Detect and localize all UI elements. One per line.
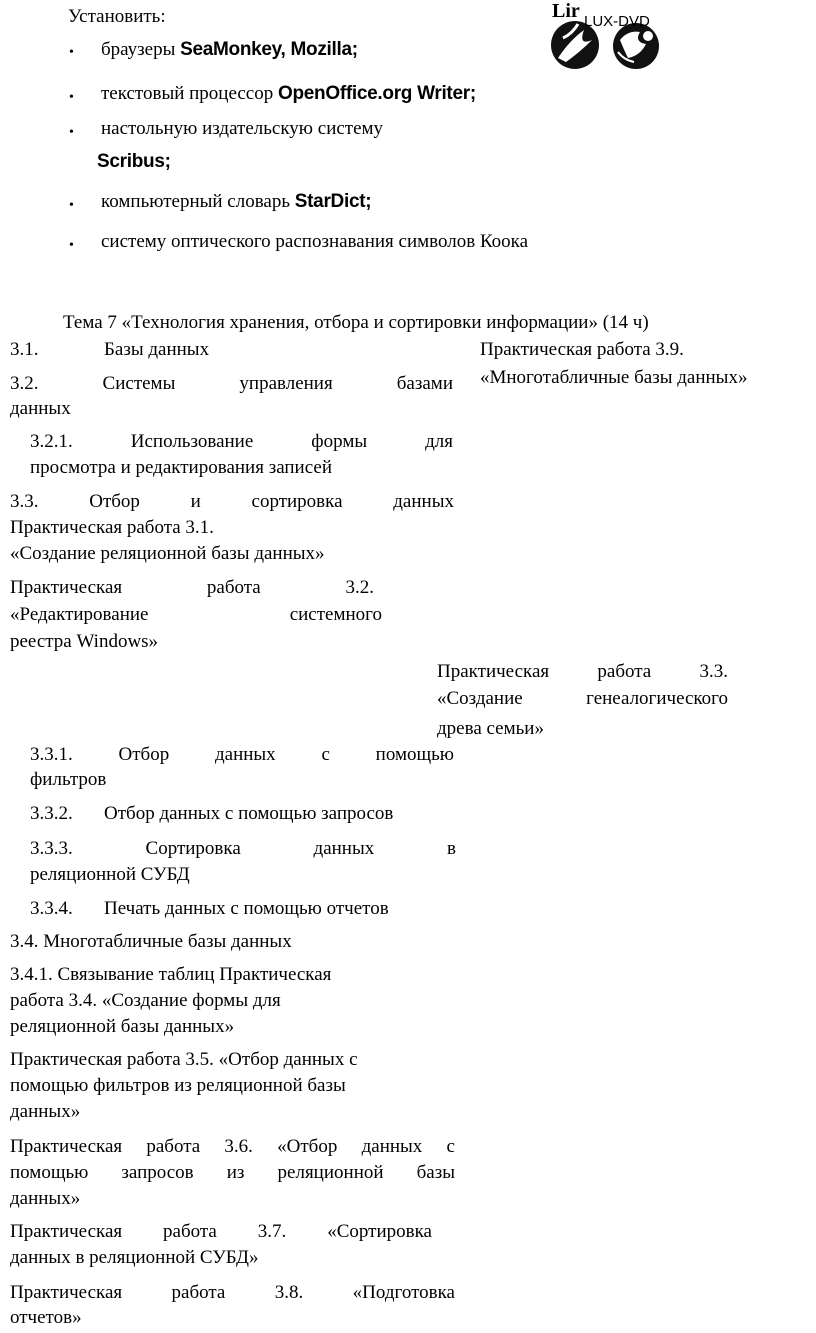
practical-3-2-line3: реестра Windows»: [10, 631, 159, 652]
install-item-writer: текстовый процессор OpenOffice.org Writer;: [101, 83, 476, 104]
bullet-icon: •: [69, 238, 74, 253]
practical-3-8-line2: отчетов»: [10, 1307, 82, 1328]
practical-3-7-line2: данных в реляционной СУБД»: [10, 1247, 259, 1268]
section-3-2-cont: данных: [10, 398, 71, 419]
section-3-4-1-line3: реляционной базы данных»: [10, 1016, 235, 1037]
section-3-3-4-number: 3.3.4.: [30, 898, 73, 919]
topic-heading: Тема 7 «Технология хранения, отбора и сортировки информации» (14 ч): [63, 312, 649, 333]
section-3-2-line: 3.2. Системы управления базами: [10, 373, 453, 394]
practical-3-9-name: «Многотабличные базы данных»: [480, 367, 748, 388]
section-3-3-3-line: 3.3.3. Сортировка данных в: [30, 838, 456, 859]
install-item-dictionary: компьютерный словарь StarDict;: [101, 191, 372, 212]
section-3-2-1-line: 3.2.1. Использование формы для: [30, 431, 453, 452]
practical-3-7-line1: Практическая работа 3.7. «Сортировка: [10, 1221, 432, 1242]
practical-3-1-title: Практическая работа 3.1.: [10, 517, 214, 538]
practical-3-3-line3: древа семьи»: [437, 718, 544, 739]
section-3-3-4-title: Печать данных с помощью отчетов: [104, 898, 389, 919]
install-item-publishing: настольную издательскую систему: [101, 118, 384, 139]
section-3-3-2-number: 3.3.2.: [30, 803, 73, 824]
practical-3-1-name: «Создание реляционной базы данных»: [10, 543, 325, 564]
practical-3-2-line1: Практическая работа 3.2.: [10, 577, 374, 598]
logo-lux-text: LUX-DVD: [584, 13, 650, 30]
practical-3-2-line2: «Редактирование системного: [10, 604, 382, 625]
practical-3-5-line1: Практическая работа 3.5. «Отбор данных с: [10, 1049, 358, 1070]
install-heading: Установить:: [68, 6, 166, 27]
logo-lir-text: Lir: [552, 0, 580, 22]
section-3-2-1-cont: просмотра и редактирования записей: [30, 457, 332, 478]
install-item-scribus: Scribus;: [97, 151, 171, 172]
section-3-3-2-title: Отбор данных с помощью запросов: [104, 803, 394, 824]
practical-3-5-line3: данных»: [10, 1101, 81, 1122]
section-3-3-1-line: 3.3.1. Отбор данных с помощью: [30, 744, 454, 765]
install-item-ocr: систему оптического распознавания символов Коока: [101, 231, 529, 252]
lirux-logo: [548, 0, 663, 75]
practical-3-8-line1: Практическая работа 3.8. «Подготовка: [10, 1282, 455, 1303]
section-3-3-3-cont: реляционной СУБД: [30, 864, 190, 885]
practical-3-9-title: Практическая работа 3.9.: [480, 339, 684, 360]
practical-3-6-line1: Практическая работа 3.6. «Отбор данных с: [10, 1136, 455, 1157]
practical-3-3-line2: «Создание генеалогического: [437, 688, 728, 709]
bullet-icon: •: [69, 90, 74, 105]
practical-3-6-line3: данных»: [10, 1188, 81, 1209]
section-3-3-1-cont: фильтров: [30, 769, 107, 790]
section-3-4-1-line1: 3.4.1. Связывание таблиц Практическая: [10, 964, 332, 985]
bullet-icon: •: [69, 45, 74, 60]
bullet-icon: •: [69, 198, 74, 213]
practical-3-3-line1: Практическая работа 3.3.: [437, 661, 728, 682]
bullet-icon: •: [69, 125, 74, 140]
practical-3-6-line2: помощью запросов из реляционной базы: [10, 1162, 455, 1183]
section-3-3-line: 3.3. Отбор и сортировка данных: [10, 491, 454, 512]
section-3-4-title: 3.4. Многотабличные базы данных: [10, 931, 292, 952]
section-3-1-title: Базы данных: [104, 339, 210, 360]
section-3-1-number: 3.1.: [10, 339, 39, 360]
install-item-browsers: браузеры SeaMonkey, Mozilla;: [101, 39, 358, 60]
practical-3-5-line2: помощью фильтров из реляционной базы: [10, 1075, 346, 1096]
section-3-4-1-line2: работа 3.4. «Создание формы для: [10, 990, 281, 1011]
